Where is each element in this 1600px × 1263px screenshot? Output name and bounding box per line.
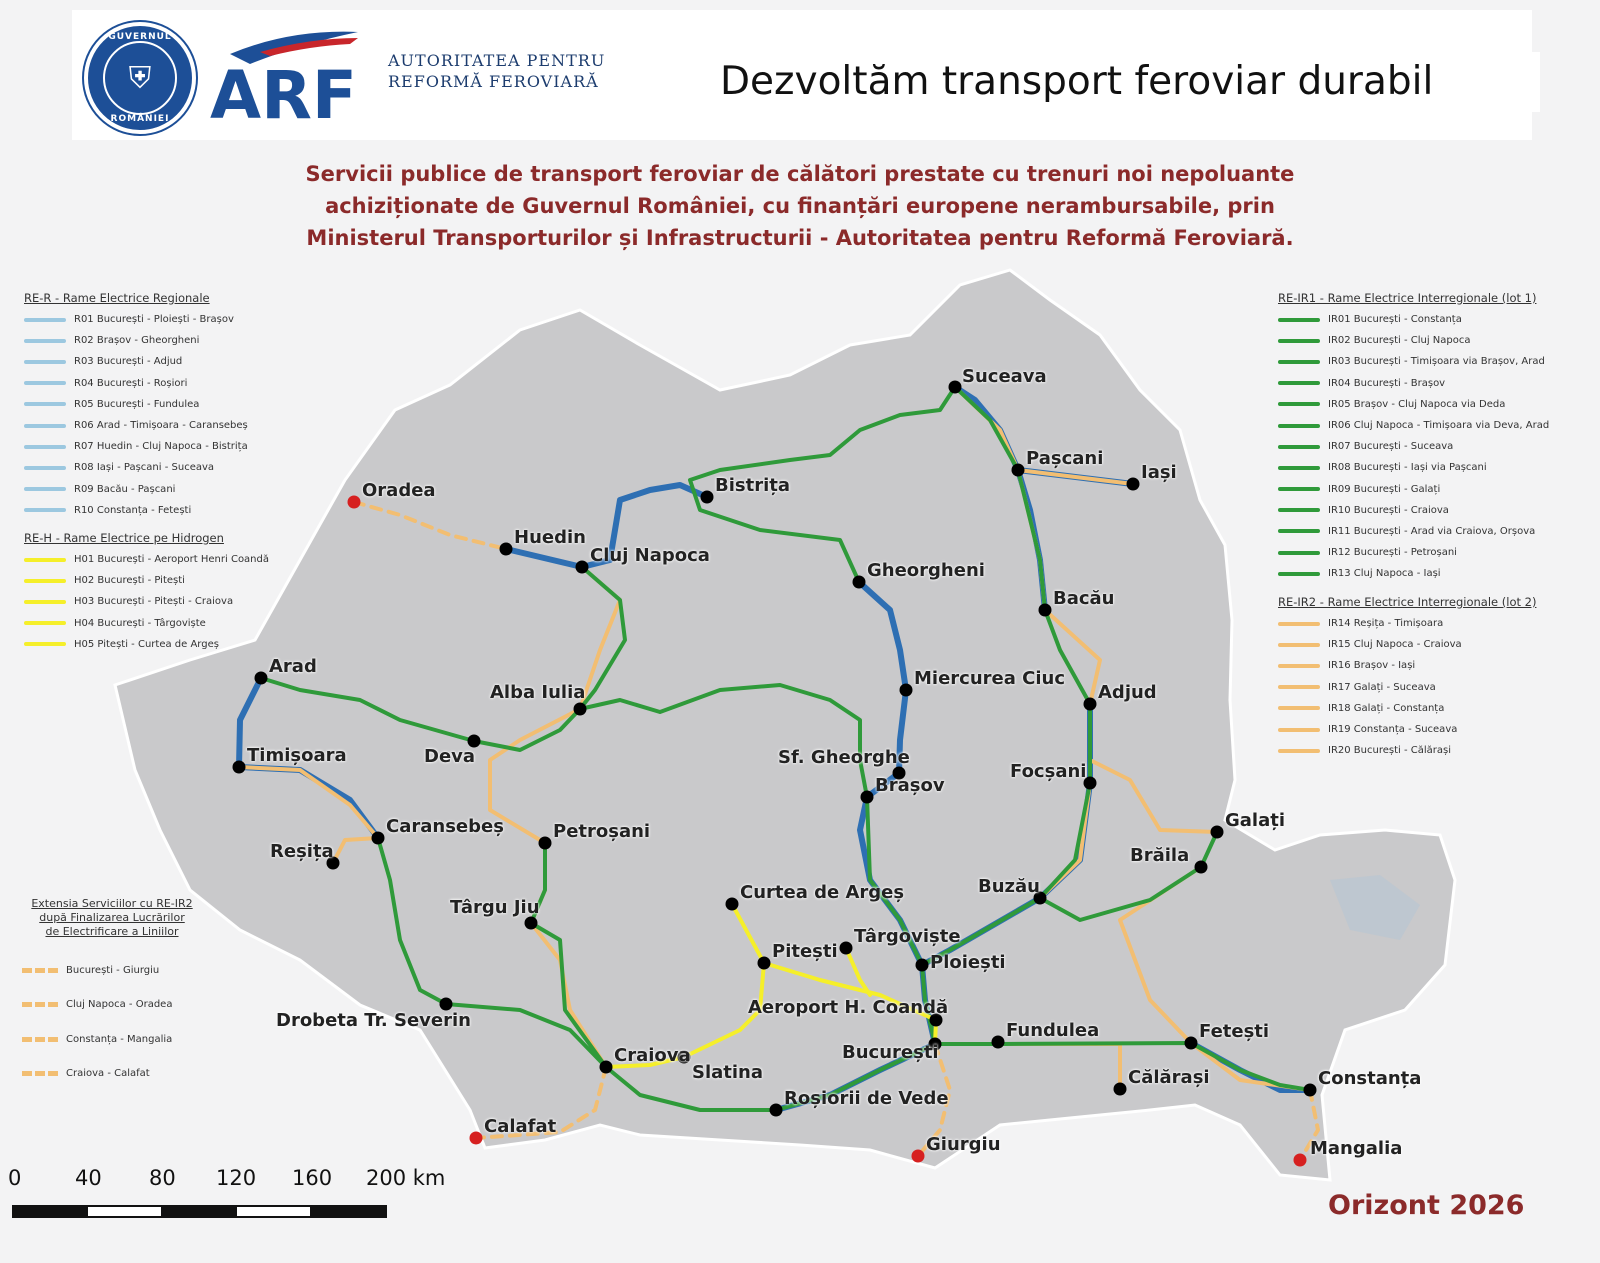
legend-item	[24, 570, 269, 591]
arf-caption-line2: REFORMĂ FEROVIARĂ	[388, 72, 599, 91]
legend-item	[1278, 394, 1549, 415]
legend-label: IR03 București - Timișoara via Brașov, Arad	[1328, 356, 1545, 368]
svg-text:ARF: ARF	[210, 57, 357, 124]
legend-item	[24, 330, 248, 351]
legend-swatch	[1278, 424, 1320, 428]
city-label: Slatina	[692, 1062, 764, 1083]
legend-label: IR11 București - Arad via Craiova, Orșova	[1328, 525, 1536, 537]
city-label: Pitești	[772, 941, 838, 962]
city-label: Deva	[424, 746, 476, 767]
legend-label: R06 Arad - Timișoara - Caransebeș	[74, 420, 248, 432]
legend-label: Constanța - Mangalia	[66, 1033, 173, 1045]
legend-item	[1278, 613, 1536, 634]
city-label: Cluj Napoca	[590, 545, 710, 566]
legend-swatch	[24, 487, 66, 491]
legend-label: R08 Iași - Pașcani - Suceava	[74, 462, 215, 474]
legend-label: IR13 Cluj Napoca - Iași	[1328, 568, 1441, 580]
city-label: Suceava	[962, 366, 1047, 387]
city-label: Bacău	[1053, 588, 1115, 609]
legend-item	[1278, 373, 1549, 394]
legend-swatch	[24, 508, 66, 512]
station-dot	[233, 761, 246, 774]
legend-label: IR10 București - Craiova	[1328, 504, 1449, 516]
legend-item	[22, 988, 202, 1023]
city-label: Focșani	[1010, 761, 1087, 782]
legend-item	[22, 1022, 202, 1057]
station-dot	[1304, 1084, 1317, 1097]
legend-regional	[24, 291, 248, 521]
legend-label: IR12 București - Petroșani	[1328, 547, 1457, 559]
arf-caption-line1: AUTORITATEA PENTRU	[388, 51, 606, 70]
city-label: Fundulea	[1006, 1020, 1100, 1041]
legend-item	[24, 373, 248, 394]
station-dot	[840, 942, 853, 955]
station-dot	[1084, 698, 1097, 711]
legend-item	[24, 549, 269, 570]
city-label: Călărași	[1128, 1067, 1210, 1088]
legend-swatch	[1278, 339, 1320, 343]
legend-item	[1278, 655, 1536, 676]
legend-label: IR06 Cluj Napoca - Timișoara via Deva, Arad	[1328, 420, 1550, 432]
legend-swatch	[24, 339, 66, 343]
city-label: Curtea de Argeș	[740, 882, 905, 903]
legend-label: H04 București - Târgoviște	[74, 617, 206, 629]
legend-label: R02 Brașov - Gheorgheni	[74, 335, 200, 347]
legend-label: H05 Pitești - Curtea de Argeș	[74, 638, 219, 650]
station-dot	[916, 959, 929, 972]
station-dot	[470, 1132, 483, 1145]
legend-swatch	[1278, 706, 1320, 710]
legend-item	[1278, 309, 1549, 330]
legend-swatch	[24, 642, 66, 646]
legend-swatch	[1278, 402, 1320, 406]
arf-logo-icon	[210, 24, 360, 124]
legend-item	[24, 613, 269, 634]
legend-swatch	[24, 558, 66, 562]
station-dot	[1127, 478, 1140, 491]
city-label: Aeroport H. Coandă	[748, 997, 949, 1018]
legend-swatch	[22, 1002, 58, 1007]
legend-label: R07 Huedin - Cluj Napoca - Bistrița	[74, 441, 248, 453]
legend-swatch	[1278, 318, 1320, 322]
romania-territory	[115, 270, 1458, 1180]
legend-title-line: după Finalizarea Lucrărilor	[39, 911, 185, 924]
city-label: Sf. Gheorghe	[778, 747, 910, 768]
legend-item	[24, 351, 248, 372]
city-label: Calafat	[484, 1116, 557, 1137]
city-label: Drobeta Tr. Severin	[276, 1010, 471, 1031]
legend-label: IR14 Reșița - Timișoara	[1328, 618, 1444, 630]
legend-swatch	[1278, 445, 1320, 449]
legend-item	[1278, 677, 1536, 698]
city-label: Buzău	[978, 876, 1040, 897]
legend-label: IR16 Brașov - Iași	[1328, 660, 1416, 672]
legend-item	[1278, 479, 1549, 500]
scale-label: 160	[292, 1166, 333, 1190]
legend-item	[24, 500, 248, 521]
legend-label: R03 București - Adjud	[74, 356, 183, 368]
legend-swatch	[1278, 529, 1320, 533]
legend-item	[24, 479, 248, 500]
scale-bar	[12, 1205, 387, 1218]
legend-item	[1278, 415, 1549, 436]
legend-title-line: Extensia Serviciilor cu RE-IR2	[31, 897, 193, 910]
legend-swatch	[22, 1037, 58, 1042]
city-label: Roșiorii de Vede	[784, 1088, 949, 1109]
legend-item	[1278, 719, 1536, 740]
city-label: București	[842, 1042, 939, 1063]
station-dot	[600, 1061, 613, 1074]
legend-label: R09 Bacău - Pașcani	[74, 483, 176, 495]
legend-label: H02 București - Pitești	[74, 575, 185, 587]
city-label: Giurgiu	[926, 1134, 1001, 1155]
legend-item	[24, 634, 269, 655]
station-dot	[949, 381, 962, 394]
legend-swatch	[24, 621, 66, 625]
legend-label: IR17 Galați - Suceava	[1328, 681, 1436, 693]
station-dot	[539, 837, 552, 850]
legend-extension	[22, 897, 202, 1091]
legend-item	[1278, 698, 1536, 719]
station-dot	[1114, 1083, 1127, 1096]
city-label: Bistrița	[715, 475, 791, 496]
subtitle-line: Ministerul Transporturilor și Infrastructurii - Autoritatea pentru Reformă Feroviară.	[306, 226, 1294, 250]
station-dot	[1211, 826, 1224, 839]
station-dot	[853, 576, 866, 589]
legend-item	[24, 394, 248, 415]
seal-top-text: GUVERNUL	[108, 32, 172, 42]
city-label: Constanța	[1318, 1068, 1422, 1089]
legend-item	[1278, 330, 1549, 351]
legend-label: IR07 București - Suceava	[1328, 441, 1454, 453]
station-dot	[912, 1150, 925, 1163]
legend-label: IR02 București - Cluj Napoca	[1328, 335, 1471, 347]
scale-label: 200 km	[366, 1166, 446, 1190]
legend-item	[22, 953, 202, 988]
legend-ir2	[1278, 595, 1536, 761]
legend-item	[1278, 500, 1549, 521]
subtitle	[300, 158, 1300, 254]
legend-swatch	[1278, 360, 1320, 364]
city-label: Adjud	[1098, 682, 1157, 703]
city-label: Huedin	[514, 527, 586, 548]
scale-label: 0	[8, 1166, 22, 1190]
legend-swatch	[24, 579, 66, 583]
legend-label: R05 București - Fundulea	[74, 398, 200, 410]
city-label: Alba Iulia	[490, 682, 586, 703]
city-label: Craiova	[614, 1045, 691, 1066]
city-label: Gheorgheni	[867, 560, 985, 581]
legend-swatch	[1278, 685, 1320, 689]
station-dot	[525, 917, 538, 930]
subtitle-line: Servicii publice de transport feroviar de călători prestate cu trenuri noi nepoluante	[305, 162, 1295, 186]
legend-swatch	[22, 968, 58, 973]
city-label: Brăila	[1130, 845, 1190, 866]
city-label: Pașcani	[1026, 448, 1104, 469]
legend-label: IR08 București - Iași via Pașcani	[1328, 462, 1487, 474]
station-dot	[701, 491, 714, 504]
station-dot	[372, 832, 385, 845]
legend-swatch	[1278, 572, 1320, 576]
legend-ir1	[1278, 291, 1549, 584]
legend-label: București - Giurgiu	[66, 964, 160, 976]
legend-title: RE-IR1 - Rame Electrice Interregionale (lot 1)	[1278, 291, 1537, 305]
city-label: Mangalia	[1310, 1138, 1403, 1159]
government-seal-icon	[84, 22, 196, 134]
legend-swatch	[24, 466, 66, 470]
legend-hydrogen	[24, 531, 269, 655]
city-label: Timișoara	[247, 745, 347, 766]
legend-swatch	[24, 381, 66, 385]
legend-label: R10 Constanța - Fetești	[74, 504, 192, 516]
legend-swatch	[1278, 466, 1320, 470]
scale-label: 80	[149, 1166, 176, 1190]
legend-swatch	[1278, 643, 1320, 647]
station-dot	[900, 684, 913, 697]
city-label: Târgoviște	[854, 926, 961, 947]
arf-caption	[388, 50, 605, 92]
station-dot	[576, 561, 589, 574]
legend-label: IR01 București - Constanța	[1328, 314, 1462, 326]
legend-label: H03 București - Pitești - Craiova	[74, 596, 234, 608]
legend-swatch	[1278, 381, 1320, 385]
legend-item	[22, 1057, 202, 1092]
legend-title: RE-R - Rame Electrice Regionale	[24, 291, 210, 305]
station-dot	[1012, 464, 1025, 477]
legend-item	[24, 309, 248, 330]
legend-item	[1278, 351, 1549, 372]
city-label: Iași	[1141, 462, 1177, 483]
legend-swatch	[1278, 664, 1320, 668]
legend-item	[1278, 740, 1536, 761]
horizon-label: Orizont 2026	[1328, 1190, 1525, 1221]
station-dot	[861, 791, 874, 804]
legend-label: IR15 Cluj Napoca - Craiova	[1328, 639, 1462, 651]
legend-swatch	[24, 360, 66, 364]
city-label: Galați	[1225, 810, 1286, 831]
city-label: Miercurea Ciuc	[914, 668, 1066, 689]
legend-item	[1278, 436, 1549, 457]
legend-swatch	[1278, 551, 1320, 555]
subtitle-line: achiziționate de Guvernul României, cu finanțări europene nerambursabile, prin	[325, 194, 1275, 218]
station-dot	[1195, 861, 1208, 874]
legend-label: IR18 Galați - Constanța	[1328, 702, 1445, 714]
station-dot	[574, 703, 587, 716]
legend-item	[1278, 563, 1549, 584]
scale-label: 40	[75, 1166, 102, 1190]
station-dot	[726, 898, 739, 911]
city-label: Ploiești	[930, 952, 1006, 973]
city-label: Târgu Jiu	[450, 897, 540, 918]
legend-label: Cluj Napoca - Oradea	[66, 999, 173, 1011]
legend-item	[1278, 521, 1549, 542]
legend-swatch	[1278, 749, 1320, 753]
legend-label: IR05 Brașov - Cluj Napoca via Deda	[1328, 398, 1506, 410]
city-label: Arad	[269, 656, 317, 677]
legend-swatch	[1278, 487, 1320, 491]
station-dot	[348, 496, 361, 509]
legend-swatch	[24, 318, 66, 322]
legend-item	[1278, 457, 1549, 478]
legend-title: RE-IR2 - Rame Electrice Interregionale (lot 2)	[1278, 595, 1537, 609]
legend-label: R01 București - Ploiești - Brașov	[74, 314, 234, 326]
legend-title: RE-H - Rame Electrice pe Hidrogen	[24, 531, 224, 545]
legend-item	[1278, 542, 1549, 563]
legend-item	[24, 415, 248, 436]
legend-swatch	[1278, 622, 1320, 626]
legend-swatch	[24, 402, 66, 406]
station-dot	[440, 998, 453, 1011]
station-dot	[758, 957, 771, 970]
legend-label: IR09 București - Galați	[1328, 483, 1441, 495]
coat-of-arms-icon: ⛨	[103, 41, 177, 115]
legend-item	[24, 591, 269, 612]
legend-item	[1278, 634, 1536, 655]
legend-label: Craiova - Calafat	[66, 1068, 150, 1080]
station-dot	[1294, 1154, 1307, 1167]
legend-label: IR19 Constanța - Suceava	[1328, 724, 1458, 736]
city-label: Caransebeș	[386, 816, 504, 837]
legend-title-line: de Electrificare a Liniilor	[45, 925, 179, 938]
station-dot	[500, 543, 513, 556]
legend-swatch	[24, 445, 66, 449]
scale-label: 120	[216, 1166, 257, 1190]
legend-item	[24, 436, 248, 457]
station-dot	[255, 672, 268, 685]
station-dot	[992, 1036, 1005, 1049]
city-label: Reșița	[270, 841, 334, 862]
city-label: Fetești	[1199, 1021, 1270, 1042]
legend-swatch	[1278, 508, 1320, 512]
station-dot	[1185, 1037, 1198, 1050]
station-dot	[770, 1104, 783, 1117]
legend-label: H01 București - Aeroport Henri Coandă	[74, 554, 269, 566]
station-dot	[1039, 604, 1052, 617]
legend-swatch	[24, 424, 66, 428]
legend-title	[22, 897, 202, 939]
page-title: Dezvoltăm transport feroviar durabil	[712, 52, 1540, 112]
legend-swatch	[24, 600, 66, 604]
seal-bottom-text: ROMÂNIEI	[110, 114, 170, 124]
legend-swatch	[22, 1071, 58, 1076]
legend-label: IR20 București - Călărași	[1328, 745, 1451, 757]
legend-item	[24, 457, 248, 478]
city-label: Brașov	[875, 775, 945, 796]
legend-label: R04 București - Roșiori	[74, 377, 188, 389]
legend-swatch	[1278, 728, 1320, 732]
legend-label: IR04 București - Brașov	[1328, 377, 1446, 389]
city-label: Oradea	[362, 480, 436, 501]
city-label: Petroșani	[553, 821, 651, 842]
